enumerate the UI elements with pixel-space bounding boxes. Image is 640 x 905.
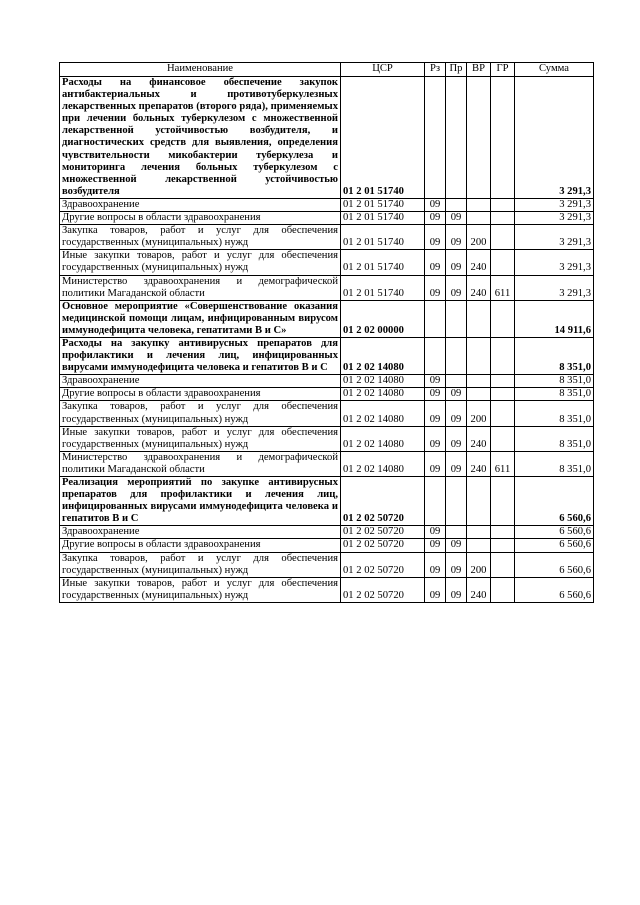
row-csr: 01 2 02 50720 [341,477,425,526]
row-vr: 200 [467,225,491,250]
row-pr [446,77,467,199]
row-sum: 3 291,3 [515,198,594,211]
row-vr: 240 [467,275,491,300]
row-csr: 01 2 02 50720 [341,552,425,577]
row-rz: 09 [425,198,446,211]
row-csr: 01 2 02 00000 [341,300,425,337]
row-name: Министерство здравоохранения и демографической политики Магаданской области [60,275,341,300]
row-pr: 09 [446,577,467,602]
header-vr: ВР [467,63,491,77]
row-gr [491,337,515,374]
row-name: Другие вопросы в области здравоохранения [60,539,341,552]
row-name: Закупка товаров, работ и услуг для обеспечения государственных (муниципальных) нужд [60,401,341,426]
header-csr: ЦСР [341,63,425,77]
row-pr: 09 [446,552,467,577]
row-name: Министерство здравоохранения и демографической политики Магаданской области [60,451,341,476]
row-rz: 09 [425,526,446,539]
table-row [60,300,594,337]
row-rz [425,337,446,374]
row-pr [446,198,467,211]
row-sum: 3 291,3 [515,77,594,199]
budget-table [59,62,594,603]
row-pr: 09 [446,225,467,250]
row-vr [467,388,491,401]
row-rz: 09 [425,250,446,275]
row-csr: 01 2 01 51740 [341,225,425,250]
table-row [60,388,594,401]
row-pr [446,337,467,374]
row-sum: 6 560,6 [515,477,594,526]
row-rz [425,477,446,526]
row-pr [446,300,467,337]
row-gr [491,212,515,225]
row-csr: 01 2 01 51740 [341,77,425,199]
row-name: Здравоохранение [60,526,341,539]
row-sum: 8 351,0 [515,337,594,374]
row-name: Другие вопросы в области здравоохранения [60,212,341,225]
row-name: Иные закупки товаров, работ и услуг для обеспечения государственных (муниципальных) нужд [60,577,341,602]
row-vr: 240 [467,577,491,602]
row-vr [467,337,491,374]
row-rz: 09 [425,401,446,426]
row-vr: 240 [467,426,491,451]
row-csr: 01 2 01 51740 [341,212,425,225]
row-pr: 09 [446,250,467,275]
row-gr [491,300,515,337]
row-name: Закупка товаров, работ и услуг для обеспечения государственных (муниципальных) нужд [60,552,341,577]
row-pr: 09 [446,401,467,426]
row-gr [491,577,515,602]
row-csr: 01 2 02 14080 [341,451,425,476]
row-sum: 3 291,3 [515,212,594,225]
row-pr: 09 [446,275,467,300]
row-sum: 6 560,6 [515,552,594,577]
row-sum: 8 351,0 [515,426,594,451]
row-sum: 3 291,3 [515,275,594,300]
row-pr: 09 [446,426,467,451]
row-name: Расходы на закупку антивирусных препаратов для профилактики и лечения лиц, инфицированных вирусами иммунодефицита человека и гепатитов B и C [60,337,341,374]
row-sum: 3 291,3 [515,225,594,250]
table-row [60,451,594,476]
row-rz: 09 [425,539,446,552]
row-name: Расходы на финансовое обеспечение закупок антибактериальных и противотуберкулезных лекарственных препаратов (второго ряда), применяемых при лечении больных туберкулезом с множественной лекарственной устойчивостью возбудителя, и диагностических средств для выявления, определения чувствительности микобактерии туберкулеза и мониторинга лечения больных туберкулезом с множественной лекарственной устойчивостью возбудителя [60,77,341,199]
row-csr: 01 2 01 51740 [341,275,425,300]
table-row [60,212,594,225]
row-rz: 09 [425,552,446,577]
row-rz: 09 [425,451,446,476]
header-gr: ГР [491,63,515,77]
row-gr: 611 [491,451,515,476]
row-csr: 01 2 02 14080 [341,337,425,374]
row-pr [446,375,467,388]
header-sum: Сумма [515,63,594,77]
row-sum: 6 560,6 [515,526,594,539]
row-sum: 8 351,0 [515,401,594,426]
row-rz: 09 [425,426,446,451]
row-pr: 09 [446,388,467,401]
row-vr [467,477,491,526]
header-name: Наименование [60,63,341,77]
row-rz: 09 [425,275,446,300]
row-rz: 09 [425,225,446,250]
row-gr [491,225,515,250]
table-row [60,477,594,526]
row-gr [491,388,515,401]
row-sum: 8 351,0 [515,388,594,401]
row-vr [467,198,491,211]
row-gr [491,77,515,199]
row-gr [491,552,515,577]
row-name: Здравоохранение [60,198,341,211]
row-gr [491,401,515,426]
row-name: Другие вопросы в области здравоохранения [60,388,341,401]
row-vr [467,526,491,539]
table-row [60,577,594,602]
row-vr: 200 [467,401,491,426]
table-row [60,250,594,275]
row-name: Реализация мероприятий по закупке антивирусных препаратов для профилактики и лечения лиц, инфицированных вирусами иммунодефицита человека и гепатитов B и C [60,477,341,526]
row-sum: 14 911,6 [515,300,594,337]
row-rz [425,77,446,199]
row-gr [491,526,515,539]
row-gr [491,198,515,211]
row-csr: 01 2 02 14080 [341,426,425,451]
row-csr: 01 2 01 51740 [341,250,425,275]
table-row [60,77,594,199]
row-pr [446,477,467,526]
table-row [60,275,594,300]
row-vr [467,77,491,199]
row-csr: 01 2 01 51740 [341,198,425,211]
table-body [60,77,594,603]
row-name: Иные закупки товаров, работ и услуг для обеспечения государственных (муниципальных) нужд [60,250,341,275]
row-rz: 09 [425,388,446,401]
row-name: Здравоохранение [60,375,341,388]
row-csr: 01 2 02 14080 [341,375,425,388]
row-csr: 01 2 02 50720 [341,526,425,539]
row-rz: 09 [425,577,446,602]
row-vr [467,300,491,337]
row-vr [467,539,491,552]
table-row [60,401,594,426]
row-csr: 01 2 02 50720 [341,539,425,552]
row-pr: 09 [446,539,467,552]
row-csr: 01 2 02 50720 [341,577,425,602]
row-csr: 01 2 02 14080 [341,401,425,426]
row-vr [467,212,491,225]
header-pr: Пр [446,63,467,77]
row-sum: 6 560,6 [515,539,594,552]
row-sum: 6 560,6 [515,577,594,602]
row-name: Основное мероприятие «Совершенствование оказания медицинской помощи лицам, инфицированным вирусом иммунодефицита человека, гепатитами B и C» [60,300,341,337]
table-row [60,552,594,577]
row-name: Иные закупки товаров, работ и услуг для обеспечения государственных (муниципальных) нужд [60,426,341,451]
header-rz: Рз [425,63,446,77]
row-vr: 240 [467,451,491,476]
row-pr [446,526,467,539]
row-pr: 09 [446,212,467,225]
table-row [60,225,594,250]
row-rz: 09 [425,375,446,388]
row-sum: 8 351,0 [515,375,594,388]
row-sum: 8 351,0 [515,451,594,476]
row-pr: 09 [446,451,467,476]
row-rz [425,300,446,337]
row-name: Закупка товаров, работ и услуг для обеспечения государственных (муниципальных) нужд [60,225,341,250]
row-gr [491,250,515,275]
row-vr: 240 [467,250,491,275]
row-gr [491,375,515,388]
table-row [60,539,594,552]
table-row [60,375,594,388]
row-vr [467,375,491,388]
table-row [60,526,594,539]
row-sum: 3 291,3 [515,250,594,275]
row-gr [491,426,515,451]
table-row [60,337,594,374]
table-row [60,426,594,451]
row-gr: 611 [491,275,515,300]
row-rz: 09 [425,212,446,225]
row-gr [491,477,515,526]
table-row [60,198,594,211]
row-csr: 01 2 02 14080 [341,388,425,401]
table-header-row [60,63,594,77]
row-gr [491,539,515,552]
row-vr: 200 [467,552,491,577]
